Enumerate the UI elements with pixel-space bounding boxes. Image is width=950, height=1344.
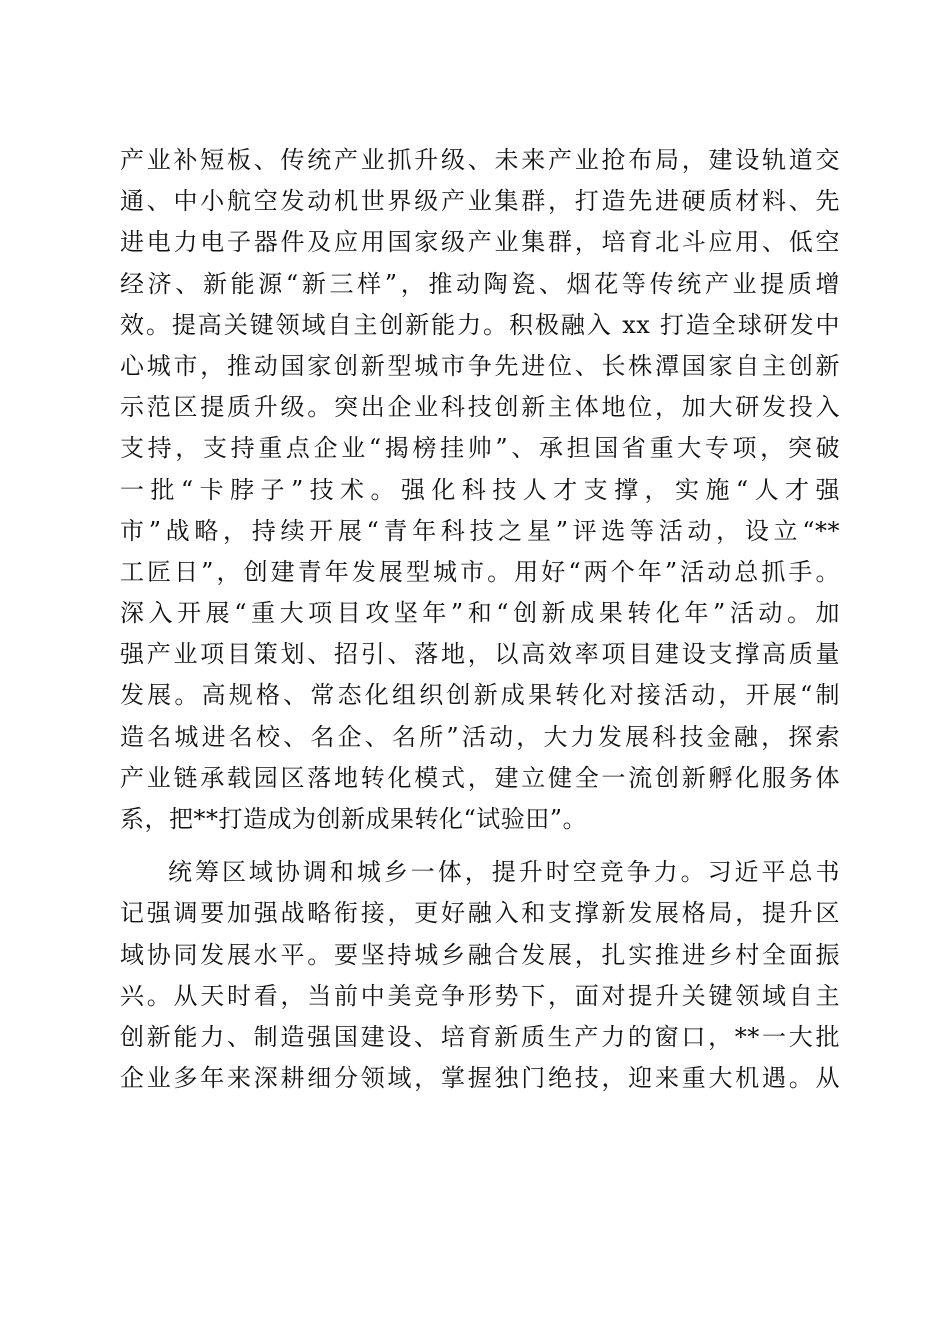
text-line: 工匠日”，创建青年发展型城市。用好“两个年”活动总抓手。 — [120, 557, 840, 586]
text-line: 发展。高规格、常态化组织创新成果转化对接活动，开展“制 — [120, 681, 840, 710]
text-line: 企业多年来深耕细分领域，掌握独门绝技，迎来重大机遇。从 — [120, 1064, 840, 1093]
text-line: 示范区提质升级。突出企业科技创新主体地位，加大研发投入 — [120, 393, 840, 422]
text-line: 效。提高关键领域自主创新能力。积极融入 xx 打造全球研发中 — [120, 310, 840, 339]
text-line: 心城市，推动国家创新型城市争先进位、长株潭国家自主创新 — [120, 351, 840, 380]
text-line: 系，把**打造成为创新成果转化“试验田”。 — [120, 805, 588, 833]
text-line: 记强调要加强战略衔接，更好融入和支撑新发展格局，提升区 — [120, 899, 840, 928]
paragraph-2 — [120, 852, 840, 1099]
text-line: 兴。从天时看，当前中美竞争形势下，面对提升关键领域自主 — [120, 981, 840, 1010]
paragraph-gap — [120, 840, 840, 852]
text-line: 深入开展“重大项目攻坚年”和“创新成果转化年”活动。加 — [120, 599, 840, 628]
text-line: 造名城进名校、名企、名所”活动，大力发展科技金融，探索 — [120, 722, 840, 751]
text-line: 通、中小航空发动机世界级产业集群，打造先进硬质材料、先 — [120, 187, 840, 216]
text-line: 强产业项目策划、招引、落地，以高效率项目建设支撑高质量 — [120, 640, 840, 669]
text-line: 支持，支持重点企业“揭榜挂帅”、承担国省重大专项，突破 — [120, 434, 840, 463]
text-line: 经济、新能源“新三样”，推动陶瓷、烟花等传统产业提质增 — [120, 269, 840, 298]
text-line: 产业补短板、传统产业抓升级、未来产业抢布局，建设轨道交 — [120, 146, 840, 174]
text-line: 产业链承载园区落地转化模式，建立健全一流创新孵化服务体 — [120, 763, 840, 792]
document-body — [120, 140, 840, 1099]
text-line: 域协同发展水平。要坚持城乡融合发展，扎实推进乡村全面振 — [120, 940, 840, 969]
text-line: 统筹区域协调和城乡一体，提升时空竞争力。习近平总书 — [168, 858, 840, 887]
text-line: 进电力电子器件及应用国家级产业集群，培育北斗应用、低空 — [120, 228, 840, 257]
text-line: 创新能力、制造强国建设、培育新质生产力的窗口，**一大批 — [120, 1022, 840, 1051]
text-line: 一批“卡脖子”技术。强化科技人才支撑，实施“人才强 — [120, 475, 840, 504]
text-line: 市”战略，持续开展“青年科技之星”评选等活动，设立“** — [120, 516, 840, 545]
paragraph-1 — [120, 140, 840, 840]
